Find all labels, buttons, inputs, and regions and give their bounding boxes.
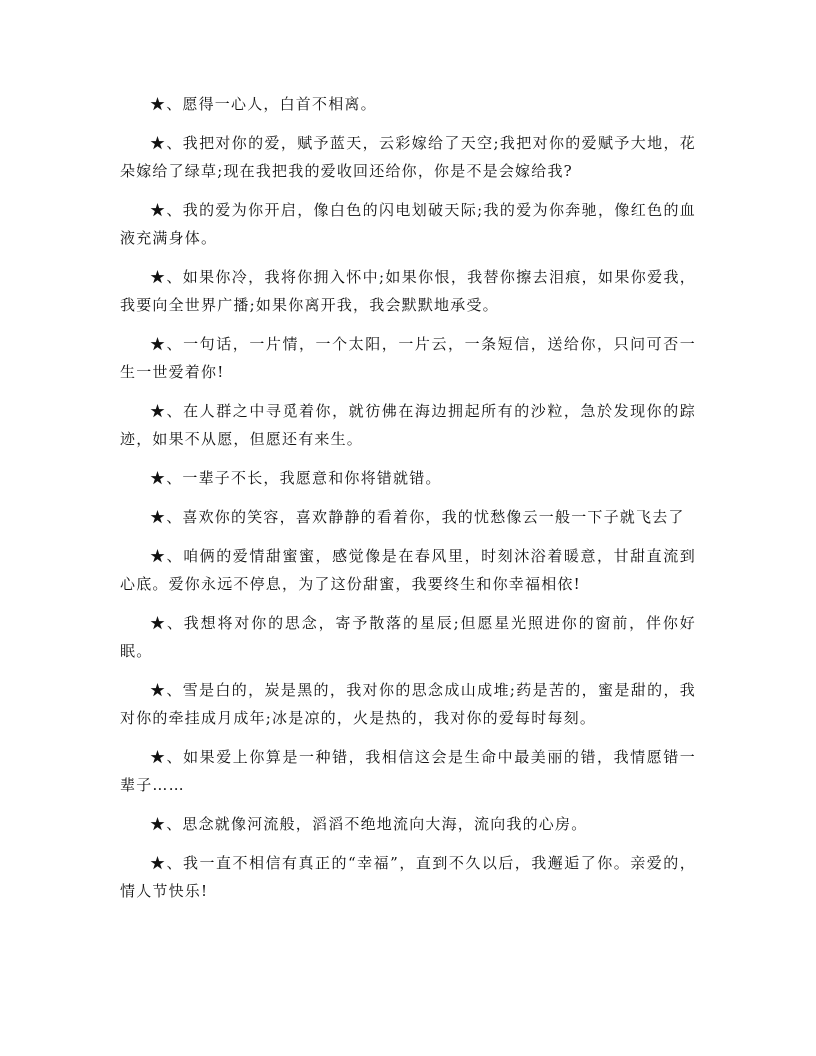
paragraph: ★、我一直不相信有真正的“幸福”，直到不久以后，我邂逅了你。亲爱的，情人节快乐! bbox=[120, 854, 696, 900]
paragraph: ★、愿得一心人，白首不相离。 bbox=[150, 95, 377, 113]
paragraph: ★、我把对你的爱，赋予蓝天，云彩嫁给了天空;我把对你的爱赋予大地，花朵嫁给了绿草;现在我把我的爱收回还给你，你是不是会嫁给我? bbox=[120, 134, 696, 180]
paragraph: ★、咱俩的爱情甜蜜蜜，感觉像是在春风里，时刻沐浴着暖意，甘甜直流到心底。爱你永远不停息，为了这份甜蜜，我要终生和你幸福相依! bbox=[120, 547, 696, 593]
paragraph: ★、一辈子不长，我愿意和你将错就错。 bbox=[150, 469, 442, 487]
paragraph: ★、喜欢你的笑容，喜欢静静的看着你，我的忧愁像云一般一下子就飞去了 bbox=[150, 508, 685, 526]
paragraph: ★、如果爱上你算是一种错，我相信这会是生命中最美丽的错，我情愿错一辈子…… bbox=[120, 748, 696, 794]
paragraph: ★、思念就像河流般，滔滔不绝地流向大海，流向我的心房。 bbox=[150, 815, 588, 833]
paragraph: ★、我的爱为你开启，像白色的闪电划破天际;我的爱为你奔驰，像红色的血液充满身体。 bbox=[120, 201, 696, 247]
document-body bbox=[120, 90, 696, 916]
paragraph: ★、雪是白的，炭是黑的，我对你的思念成山成堆;药是苦的，蜜是甜的，我对你的牵挂成月成年;冰是凉的，火是热的，我对你的爱每时每刻。 bbox=[120, 681, 696, 727]
paragraph: ★、一句话，一片情，一个太阳，一片云，一条短信，送给你，只问可否一生一世爱着你! bbox=[120, 335, 696, 381]
paragraph: ★、如果你冷，我将你拥入怀中;如果你恨，我替你擦去泪痕，如果你爱我，我要向全世界广播;如果你离开我，我会默默地承受。 bbox=[120, 268, 696, 314]
paragraph: ★、在人群之中寻觅着你，就彷佛在海边拥起所有的沙粒，急於发现你的踪迹，如果不从愿，但愿还有来生。 bbox=[120, 402, 696, 448]
paragraph: ★、我想将对你的思念，寄予散落的星辰;但愿星光照进你的窗前，伴你好眠。 bbox=[120, 614, 696, 660]
